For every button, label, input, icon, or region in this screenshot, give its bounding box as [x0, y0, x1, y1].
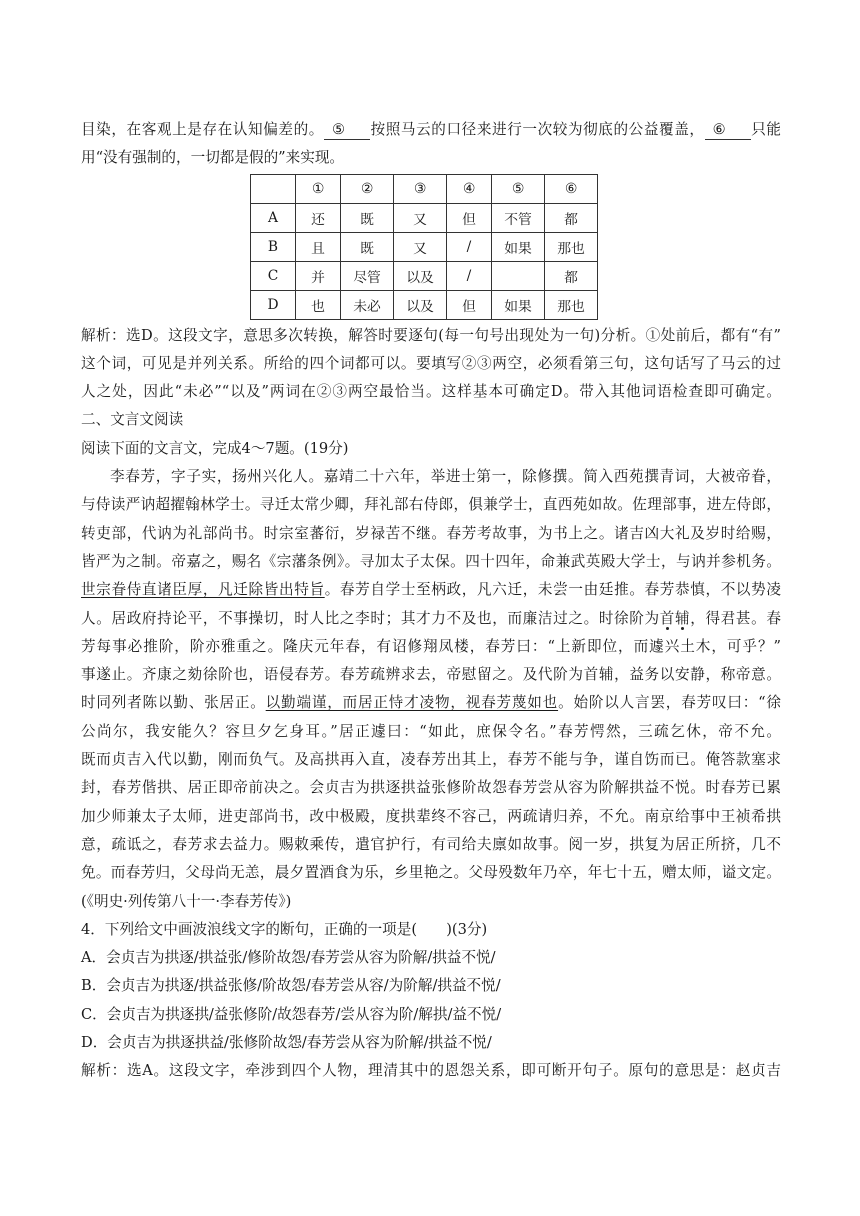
table-cell: ⑤: [492, 174, 545, 203]
passage-line: 封，春芳偕拱、居正即帝前决之。会贞吉为拱逐拱益张修阶故怨春芳尝从容为阶解拱益不悦。时春芳已累: [81, 779, 781, 797]
analysis-line: 解析：选A。这段文字，牵涉到四个人物，理清其中的恩怨关系，即可断开句子。原句的意思是：赵贞吉: [81, 1062, 781, 1080]
answer-blank-6: ⑥: [705, 121, 751, 140]
passage-text: 人。居政府持论平，不事操切，时人比之李时；其才力不及也，而廉洁过之。时徐阶为: [81, 609, 660, 627]
passage-line: [81, 576, 781, 604]
passage-line: [81, 605, 781, 633]
table-header-row: [251, 174, 598, 203]
table-cell: ②: [341, 174, 394, 203]
table-cell: ①: [296, 174, 341, 203]
analysis-line: 人之处，因此“未必”“以及”两词在②③两空最恰当。这样基本可确定D。带入其他词语检查即可确定。: [81, 383, 781, 401]
intro-line-2: 用“没有强制的，一切都是假的”来实现。: [81, 149, 345, 167]
passage-text: ，得君甚。春: [690, 609, 781, 627]
table-cell: D: [251, 290, 296, 319]
passage-line: 李春芳，字子实，扬州兴化人。嘉靖二十六年，举进士第一，除修撰。简入西苑撰青词，大被帝眷，: [110, 468, 781, 486]
analysis-line: 解析：选D。这段文字，意思多次转换，解答时要逐句(每一句号出现处为一句)分析。①处前后，都有“有”: [81, 326, 781, 344]
table-cell: 且: [296, 232, 341, 261]
passage-line: 既而贞吉入代以勤，刚而负气。及高拱再入直，凌春芳出其上，春芳不能与争，谨自饬而已。俺答款塞求: [81, 751, 781, 769]
passage-source: (《明史·列传第八十一·李春芳传》): [81, 892, 292, 910]
table-cell: ④: [447, 174, 492, 203]
table-cell: /: [447, 261, 492, 290]
table-cell: 但: [447, 203, 492, 232]
table-cell: 那也: [545, 232, 598, 261]
intro-text: 目染，在客观上是存在认知偏差的。: [81, 121, 324, 138]
table-cell: 还: [296, 203, 341, 232]
table-row: [251, 290, 598, 319]
intro-line-1: [81, 116, 781, 144]
table-cell: 也: [296, 290, 341, 319]
passage-line: 芳每事必推阶，阶亦雅重之。隆庆元年春，有诏修翔凤楼，春芳曰：“上新即位，而遽兴土木，可乎？”: [81, 637, 781, 655]
passage-line: 意，疏诋之，春芳求去益力。赐敕乘传，遣官护行，有司给夫廪如故事。阅一岁，拱复为居正所挤，几不: [81, 835, 781, 853]
question-option: D．会贞吉为拱逐拱益/张修阶故怨/春芳尝从容为阶解/拱益不悦/: [81, 1034, 492, 1052]
table-cell: 如果: [492, 232, 545, 261]
question-option: B．会贞吉为拱逐/拱益张修/阶故怨/春芳尝从容/为阶解/拱益不悦/: [81, 977, 501, 995]
table-cell: ③: [394, 174, 447, 203]
table-cell: /: [447, 232, 492, 261]
table-cell: 以及: [394, 290, 447, 319]
table-cell: 并: [296, 261, 341, 290]
table-cell: 既: [341, 203, 394, 232]
analysis-line: 这个词，可见是并列关系。所给的四个词都可以。要填写②③两空，必须看第三句，这句话写了马云的过: [81, 354, 781, 372]
table-cell: 既: [341, 232, 394, 261]
table-cell: 那也: [545, 290, 598, 319]
passage-line: 公尚尔，我安能久？容旦夕乞身耳。”居正遽曰：“如此，庶保令名。”春芳愕然，三疏乞休，帝不允。: [81, 722, 781, 740]
table-cell: 未必: [341, 290, 394, 319]
table-cell: 不管: [492, 203, 545, 232]
intro-text: 按照马云的口径来进行一次较为彻底的公益覆盖，: [369, 121, 705, 138]
table-cell: 都: [545, 203, 598, 232]
passage-line: 皆严为之制。帝嘉之，赐名《宗藩条例》。寻加太子太保。四十四年，命兼武英殿大学士，与讷并参机务。: [81, 552, 781, 570]
passage-line: 免。而春芳归，父母尚无恙，晨夕置酒食为乐，乡里艳之。父母殁数年乃卒，年七十五，赠太师，谥文定。: [81, 864, 781, 882]
table-cell: 又: [394, 203, 447, 232]
intro-text: 只能: [750, 121, 781, 138]
dotted-char: 首: [659, 609, 675, 627]
options-table: [250, 174, 598, 320]
table-row: [251, 232, 598, 261]
document-page: [81, 116, 781, 1086]
table-cell: 都: [545, 261, 598, 290]
question-stem: 4．下列给文中画波浪线文字的断句，正确的一项是( )(3分): [81, 920, 488, 938]
table-cell: [492, 261, 545, 290]
passage-line: 与侍读严讷超擢翰林学士。寻迁太常少卿，拜礼部右侍郎，俱兼学士，直西苑如故。佐理部事，进左侍郎，: [81, 496, 781, 514]
table-cell: C: [251, 261, 296, 290]
question-option: C．会贞吉为拱逐拱/益张修阶/故怨春芳/尝从容为阶/解拱/益不悦/: [81, 1005, 502, 1023]
table-cell: 尽管: [341, 261, 394, 290]
dotted-char: 辅: [674, 609, 691, 627]
table-cell: A: [251, 203, 296, 232]
table-cell: 如果: [492, 290, 545, 319]
passage-text: 时同列者陈以勤、张居正。: [81, 694, 266, 712]
underlined-sentence: 世宗眷侍直诸臣厚，凡迁除皆出特旨: [81, 581, 325, 599]
table-cell: B: [251, 232, 296, 261]
passage-line: 转吏部，代讷为礼部尚书。时宗室蕃衍，岁禄苦不继。春芳考故事，为书上之。诸吉凶大礼及岁时给赐，: [81, 524, 781, 542]
answer-blank-5: ⑤: [324, 121, 370, 140]
table-cell: [251, 174, 296, 203]
table-row: [251, 203, 598, 232]
table-row: [251, 261, 598, 290]
question-option: A．会贞吉为拱逐/拱益张/修阶故怨/春芳尝从容为阶解/拱益不悦/: [81, 949, 496, 967]
passage-text: 。始阶以人言罢，春芳叹曰：“徐: [558, 694, 781, 712]
table-cell: 以及: [394, 261, 447, 290]
underlined-sentence: 以勤端谨，而居正恃才凌物，视春芳蔑如也: [265, 694, 559, 712]
table-cell: ⑥: [545, 174, 598, 203]
instruction: 阅读下面的文言文，完成4～7题。(19分): [81, 439, 349, 457]
table-cell: 但: [447, 290, 492, 319]
passage-line: 事遂止。齐康之劾徐阶也，语侵春芳。春芳疏辨求去，帝慰留之。及代阶为首辅，益务以安静，称帝意。: [81, 666, 781, 684]
section-title: 二、文言文阅读: [81, 411, 184, 429]
passage-text: 。春芳自学士至柄政，凡六迁，未尝一由廷推。春芳恭慎，不以势凌: [324, 581, 781, 599]
passage-line: 加少师兼太子太师，进吏部尚书，改中极殿，度拱辈终不容己，两疏请归养，不允。南京给事中王祯希拱: [81, 807, 781, 825]
table-cell: 又: [394, 232, 447, 261]
passage-line: [81, 689, 781, 717]
